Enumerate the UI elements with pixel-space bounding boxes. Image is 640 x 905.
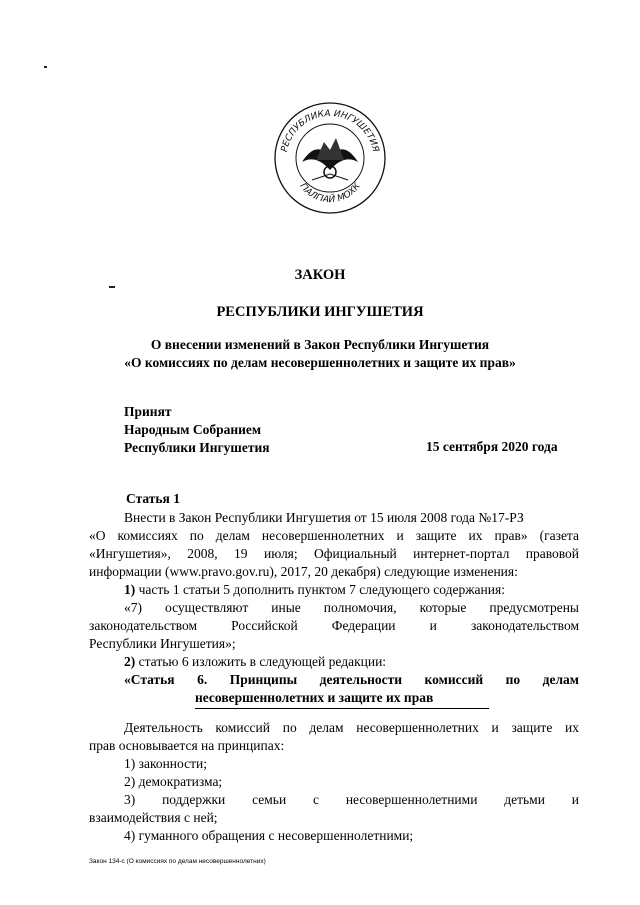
svg-text:ГIАЛГIАЙ МОХК (297, 181, 363, 205)
adoption-date: 15 сентября 2020 года (426, 439, 558, 454)
coat-of-arms-emblem (272, 100, 387, 215)
quote-line: «7) осуществляют иные полномочия, которые предусмотрены (124, 600, 579, 615)
paragraph-line: Деятельность комиссий по делам несовершеннолетних и защите их (124, 720, 579, 735)
heading-underline (195, 708, 489, 709)
adoption-line: Народным Собранием (124, 422, 262, 437)
adoption-line: Республики Ингушетия (124, 440, 270, 455)
item-text: статью 6 изложить в следующей редакции: (135, 654, 387, 669)
paragraph-line: прав основывается на принципах: (89, 738, 285, 753)
principle-item: 1) законности; (124, 756, 207, 771)
principle-item: 2) демократизма; (124, 774, 223, 789)
quote-line: Республики Ингушетия»; (89, 636, 236, 651)
article-1-title: Статья 1 (126, 491, 180, 506)
article-6-heading-line2: несовершеннолетних и защите их прав (195, 690, 434, 705)
document-footer: Закон 134-с (О комиссиях по делам несовершеннолетних) (89, 858, 266, 865)
principle-item: 4) гуманного обращения с несовершеннолетними; (124, 828, 414, 843)
quote-line: законодательством Российской Федерации и законодательством (89, 618, 579, 633)
paragraph-line: информации (www.pravo.gov.ru), 2017, 20 декабря) следующие изменения: (89, 564, 518, 579)
item-number: 2) (124, 654, 136, 669)
scan-speck (109, 286, 115, 288)
law-title: ЗАКОН (294, 267, 346, 283)
scan-speck (44, 66, 47, 68)
adoption-line: Принят (124, 404, 172, 419)
amendment-item-1 (124, 582, 505, 598)
emblem-top-text: РЕСПУБЛИКА ИНГУШЕТИЯ (279, 108, 381, 154)
emblem-bottom-text: ГIАЛГIАЙ МОХК (297, 181, 363, 206)
paragraph-line: «О комиссиях по делам несовершеннолетних и защите их прав» (газета (89, 528, 579, 543)
adoption-block (124, 403, 270, 457)
republic-title: РЕСПУБЛИКИ ИНГУШЕТИЯ (216, 304, 424, 320)
article-6-heading-line1: «Статья 6. Принципы деятельности комиссий по делам (124, 672, 579, 687)
law-subtitle-line2: «О комиссиях по делам несовершеннолетних и защите их прав» (124, 355, 516, 370)
principle-item: 3) поддержки семьи с несовершеннолетними детьми и (124, 792, 579, 807)
item-text: часть 1 статьи 5 дополнить пунктом 7 следующего содержания: (135, 582, 505, 597)
principle-item-continued: взаимодействия с ней; (89, 810, 218, 825)
item-number: 1) (124, 582, 136, 597)
law-subtitle-line1: О внесении изменений в Закон Республики Ингушетия (150, 337, 490, 352)
paragraph-line: «Ингушетия», 2008, 19 июля; Официальный интернет-портал правовой (89, 546, 579, 561)
amendment-item-2 (124, 654, 386, 670)
paragraph-line: Внести в Закон Республики Ингушетия от 15 июля 2008 года №17-РЗ (124, 510, 524, 525)
